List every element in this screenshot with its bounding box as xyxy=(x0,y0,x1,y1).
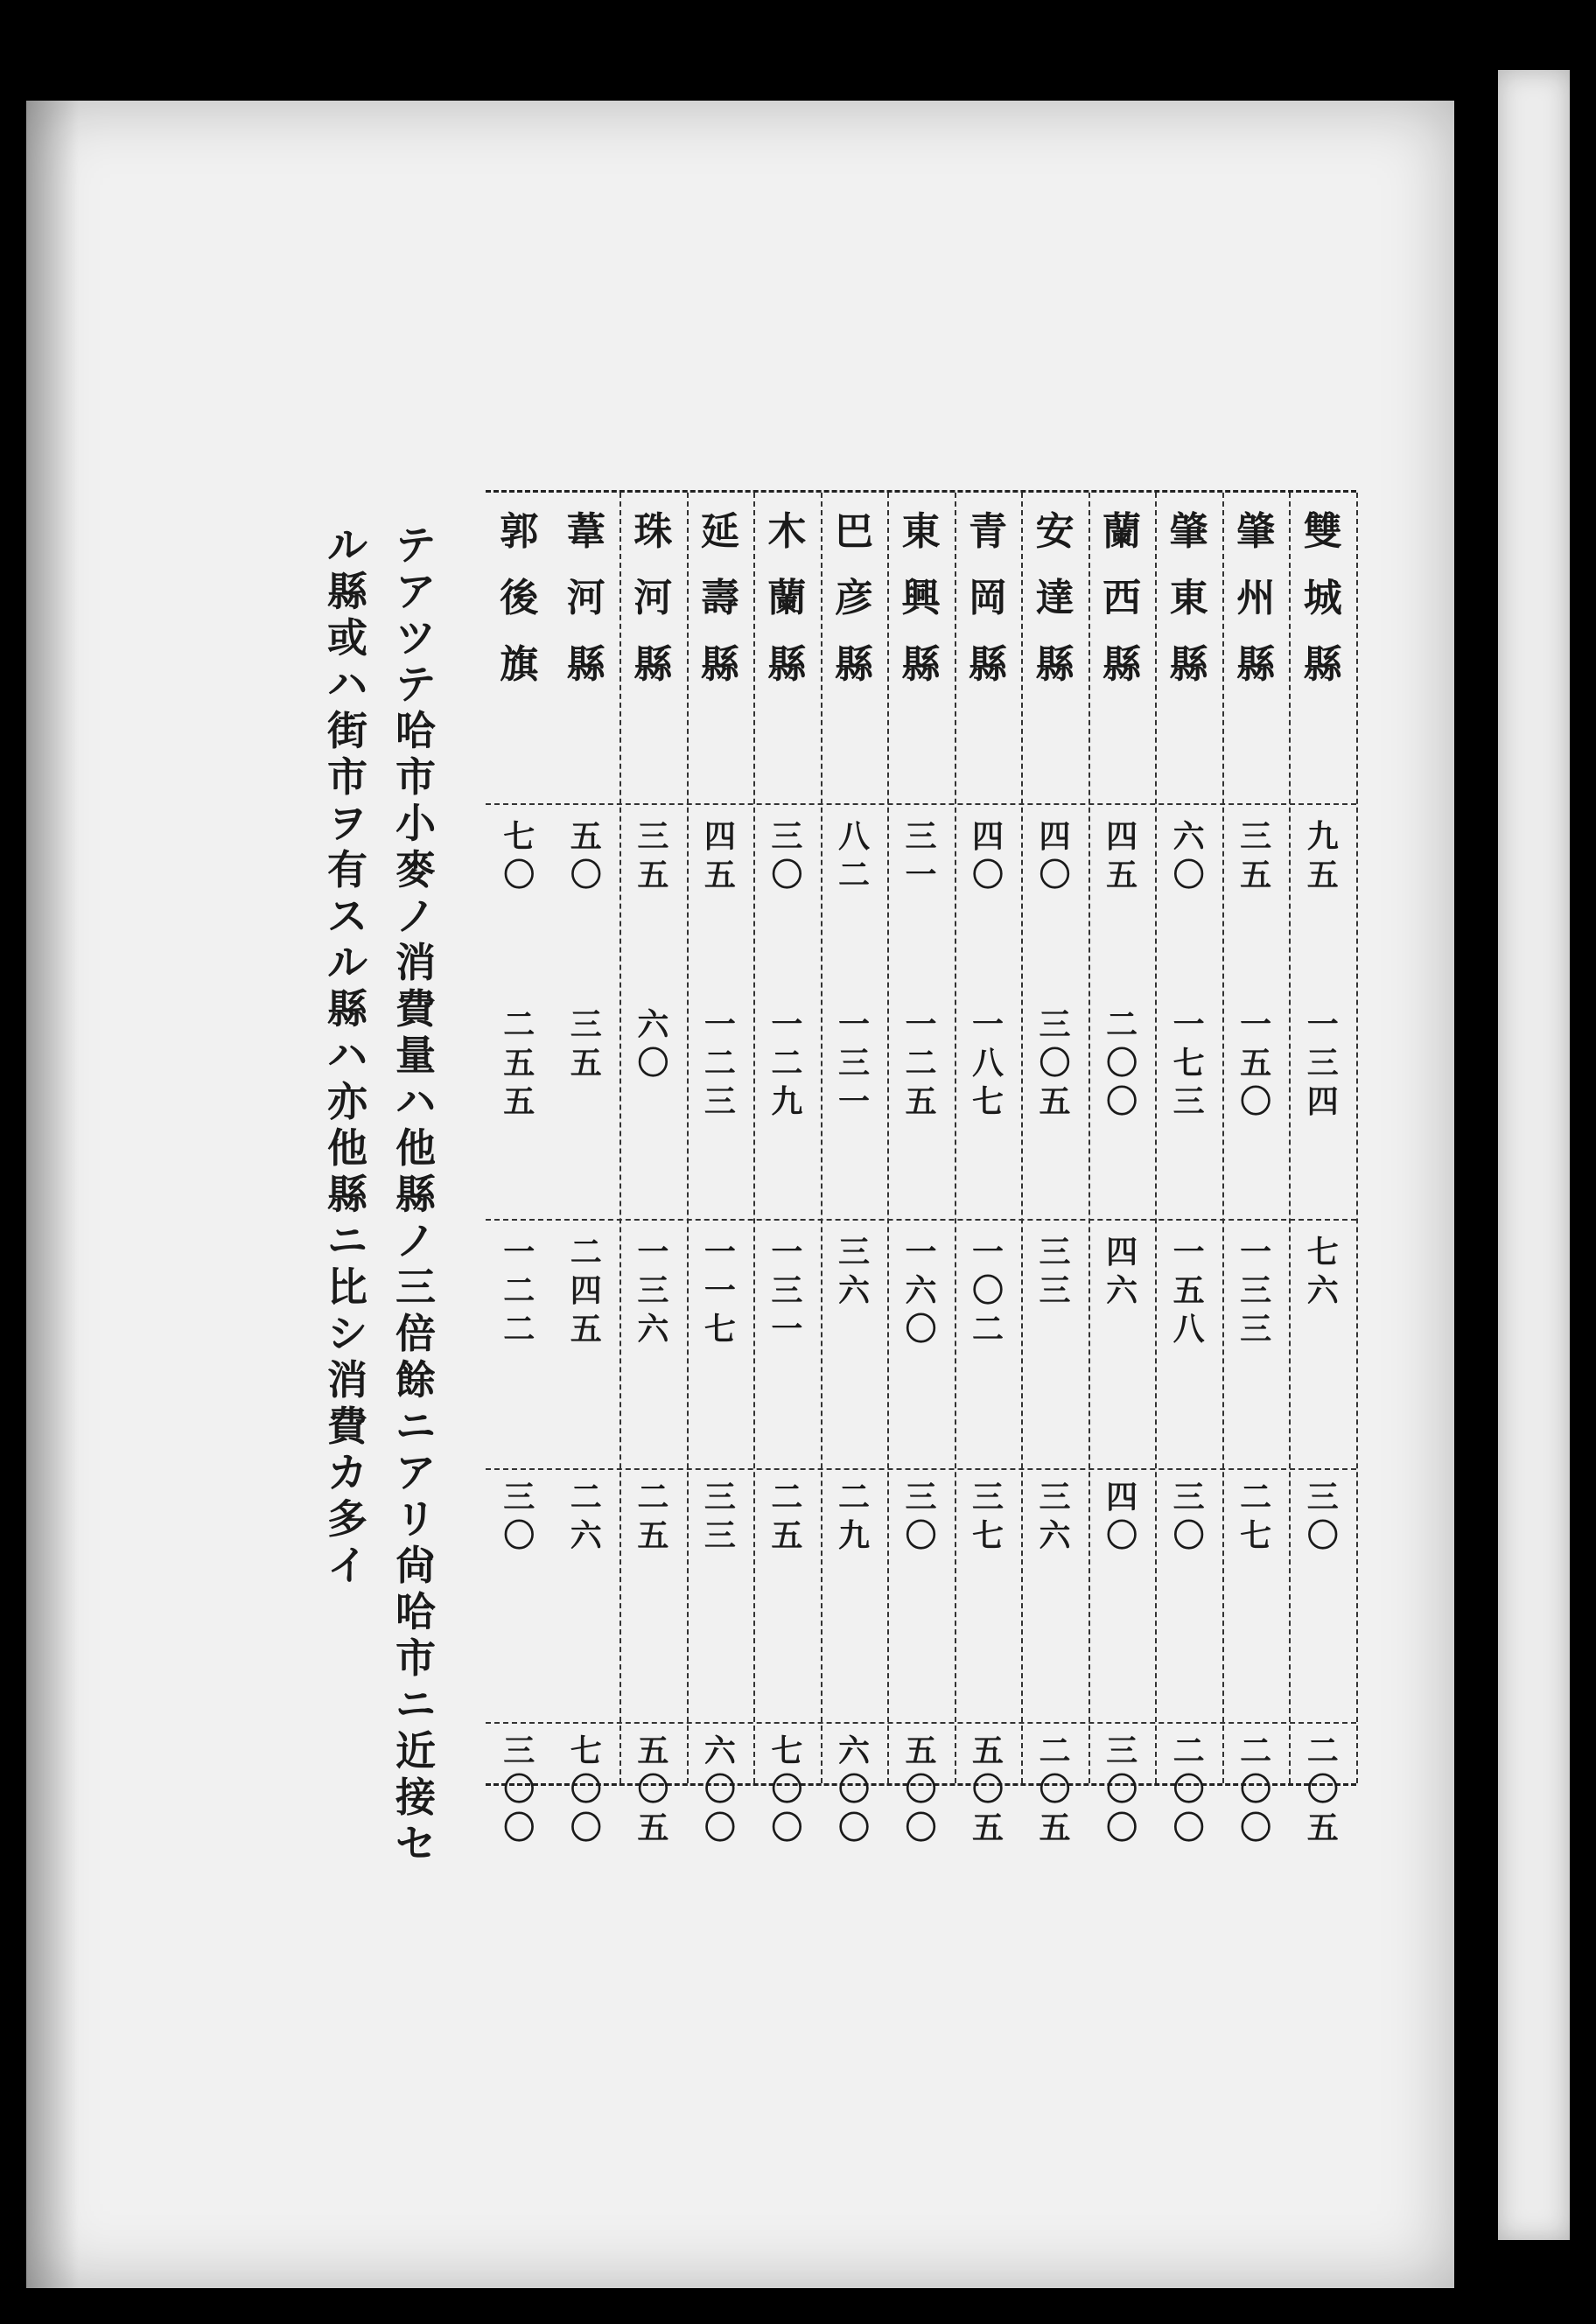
page-binding-shadow xyxy=(26,101,79,2288)
table-value: 七 六 xyxy=(1306,1234,1339,1309)
table-value: 九 五 xyxy=(1306,818,1339,893)
table-value: 三 〇 五 xyxy=(1039,1006,1071,1120)
table-value: 一 二 二 xyxy=(503,1234,536,1348)
table-value: 四 〇 xyxy=(972,818,1004,893)
table-value: 二 〇 五 xyxy=(1039,1732,1071,1846)
table-value: 三 〇 〇 xyxy=(503,1732,536,1846)
table-value: 一 二 五 xyxy=(905,1006,937,1120)
county-name: 葦 河 縣 xyxy=(566,509,606,688)
table-column xyxy=(1289,493,1358,1846)
table-value: 三 五 xyxy=(1240,818,1272,893)
table-column xyxy=(753,493,822,1846)
table-column xyxy=(1088,493,1158,1846)
table-value: 一 一 七 xyxy=(704,1234,736,1348)
table-value: 七 〇 〇 xyxy=(771,1732,803,1846)
table-column xyxy=(955,493,1024,1846)
table-value: 二 〇 〇 xyxy=(1172,1732,1205,1846)
table-value: 六 〇 〇 xyxy=(704,1732,736,1846)
table-value: 三 一 xyxy=(905,818,937,893)
county-name: 延 壽 縣 xyxy=(700,509,739,688)
table-value: 四 五 xyxy=(704,818,736,893)
table-value: 三 三 xyxy=(1039,1234,1071,1309)
table-column xyxy=(486,493,553,1846)
table-value: 四 〇 xyxy=(1039,818,1071,893)
table-column xyxy=(553,493,622,1846)
table-value: 二 六 xyxy=(570,1479,602,1554)
table-value: 三 六 xyxy=(1039,1479,1071,1554)
county-name: 東 興 縣 xyxy=(901,509,941,688)
table-value: 四 五 xyxy=(1106,818,1138,893)
table-value: 七 〇 xyxy=(503,818,536,893)
table-value: 三 五 xyxy=(637,818,669,893)
table-value: 六 〇 xyxy=(637,1006,669,1082)
table-value: 一 三 一 xyxy=(771,1234,803,1348)
county-name: 木 蘭 縣 xyxy=(767,509,807,688)
table-column xyxy=(687,493,756,1846)
table-value: 一 〇 二 xyxy=(972,1234,1004,1348)
table-value: 二 九 xyxy=(837,1479,870,1554)
table-value: 五 〇 五 xyxy=(972,1732,1004,1846)
table-value: 一 三 三 xyxy=(1240,1234,1272,1348)
table-value: 二 五 五 xyxy=(503,1006,536,1120)
table-value: 一 六 〇 xyxy=(905,1234,937,1348)
table-column xyxy=(887,493,956,1846)
prose-line-1: テ ア ツ テ 哈 市 小 麥 ノ 消 費 量 ハ 他 縣 ノ 三 倍 餘 ニ ア リ 尙 哈 市 ニ 近 接 セ xyxy=(396,522,436,1867)
table-value: 五 〇 五 xyxy=(637,1732,669,1846)
table-value: 二 四 五 xyxy=(570,1234,602,1348)
table-value: 三 五 xyxy=(570,1006,602,1082)
table-column xyxy=(620,493,689,1846)
table-value: 一 七 三 xyxy=(1172,1006,1205,1120)
table-value: 一 三 六 xyxy=(637,1234,669,1348)
table-value: 三 〇 xyxy=(1172,1479,1205,1554)
table-column xyxy=(1222,493,1292,1846)
table-value: 一 五 八 xyxy=(1172,1234,1205,1348)
table-value: 二 〇 五 xyxy=(1306,1732,1339,1846)
table-value: 一 二 九 xyxy=(771,1006,803,1120)
table-value: 三 七 xyxy=(972,1479,1004,1554)
table-value: 三 〇 xyxy=(771,818,803,893)
table-value: 七 〇 〇 xyxy=(570,1732,602,1846)
table-value: 一 八 七 xyxy=(972,1006,1004,1120)
table-value: 二 〇 〇 xyxy=(1106,1006,1138,1120)
county-name: 肇 東 縣 xyxy=(1169,509,1208,688)
table-value: 一 二 三 xyxy=(704,1006,736,1120)
county-name: 安 達 縣 xyxy=(1035,509,1074,688)
table-value: 二 〇 〇 xyxy=(1240,1732,1272,1846)
table-value: 一 三 一 xyxy=(837,1006,870,1120)
table-value: 三 〇 xyxy=(905,1479,937,1554)
table-value: 二 五 xyxy=(771,1479,803,1554)
table-column xyxy=(821,493,890,1846)
table-value: 三 三 xyxy=(704,1479,736,1554)
county-name: 雙 城 縣 xyxy=(1303,509,1342,688)
county-name: 肇 州 縣 xyxy=(1236,509,1276,688)
table-value: 四 〇 xyxy=(1106,1479,1138,1554)
table-value: 八 二 xyxy=(837,818,870,893)
table-value: 三 〇 xyxy=(1306,1479,1339,1554)
table-value: 五 〇 xyxy=(570,818,602,893)
next-page-edge xyxy=(1498,70,1570,2240)
table-value: 五 〇 〇 xyxy=(905,1732,937,1846)
county-name: 青 岡 縣 xyxy=(969,509,1008,688)
table-column xyxy=(1155,493,1224,1846)
table-value: 二 五 xyxy=(637,1479,669,1554)
table-value: 四 六 xyxy=(1106,1234,1138,1309)
county-name: 郭 後 旗 xyxy=(500,509,539,688)
table-value: 一 三 四 xyxy=(1306,1006,1339,1120)
table-column xyxy=(1021,493,1090,1846)
table-value: 三 〇 xyxy=(503,1479,536,1554)
county-name: 蘭 西 縣 xyxy=(1102,509,1142,688)
table-value: 六 〇 xyxy=(1172,818,1205,893)
table-value: 三 〇 〇 xyxy=(1106,1732,1138,1846)
table-value: 二 七 xyxy=(1240,1479,1272,1554)
county-name: 珠 河 縣 xyxy=(634,509,673,688)
table-value: 三 六 xyxy=(837,1234,870,1309)
table-value: 六 〇 〇 xyxy=(837,1732,870,1846)
prose-line-2: ル 縣 或 ハ 街 市 ヲ 有 ス ル 縣 ハ 亦 他 縣 ニ 比 シ 消 費 カ 多 イ xyxy=(327,522,368,1589)
county-name: 巴 彦 縣 xyxy=(834,509,873,688)
table-value: 一 五 〇 xyxy=(1240,1006,1272,1120)
consumption-table xyxy=(486,490,1356,1846)
